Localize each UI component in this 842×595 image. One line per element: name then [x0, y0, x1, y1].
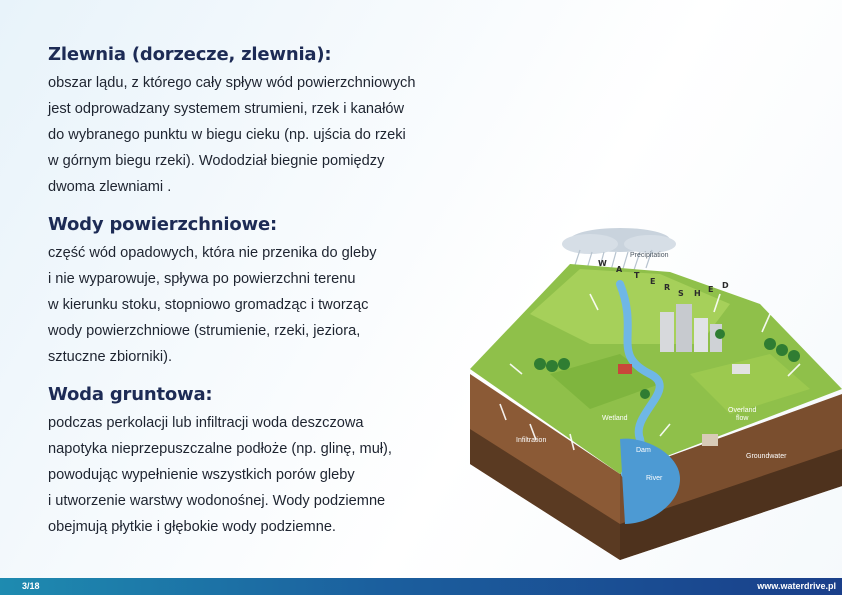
- footer-bar: [0, 578, 842, 595]
- watershed-illustration: [470, 224, 842, 560]
- page-number: 3/18: [22, 581, 40, 591]
- section-groundwater: [48, 384, 478, 540]
- body-line: w kierunku stoku, stopniowo gromadząc i tworząc: [48, 297, 369, 313]
- wetland-label: Wetland: [602, 415, 628, 422]
- watershed-letter: E: [708, 285, 714, 294]
- body-line: napotyka nieprzepuszczalne podłoże (np. glinę, muł),: [48, 441, 392, 457]
- watershed-letter: E: [650, 277, 656, 286]
- body-line: podczas perkolacji lub infiltracji woda deszczowa: [48, 415, 364, 431]
- watershed-letter: T: [634, 271, 640, 280]
- infiltration-label: Infiltration: [516, 437, 547, 444]
- body-line: i utworzenie warstwy wodonośnej. Wody podziemne: [48, 493, 386, 509]
- watershed-letter: H: [694, 289, 701, 298]
- watershed-letter: S: [678, 289, 684, 298]
- watershed-letter: R: [664, 283, 671, 292]
- body-line: w górnym biegu rzeki). Wododział biegnie pomiędzy: [48, 153, 385, 169]
- watershed-letter: D: [722, 281, 729, 290]
- section-heading: Wody powierzchniowe:: [48, 214, 277, 235]
- website-link[interactable]: www.waterdrive.pl: [757, 581, 836, 591]
- body-line: powodując wypełnienie wszystkich porów gleby: [48, 467, 355, 483]
- body-line: jest odprowadzany systemem strumieni, rzek i kanałów: [48, 101, 405, 117]
- body-line: dwoma zlewniami .: [48, 179, 172, 195]
- section-watershed: [48, 44, 478, 200]
- section-heading: Woda gruntowa:: [48, 384, 213, 405]
- body-line: i nie wyparowuje, spływa po powierzchni terenu: [48, 271, 356, 287]
- precipitation-label: Precipitation: [630, 252, 669, 259]
- river-label: River: [646, 475, 663, 482]
- watershed-letter: A: [616, 265, 623, 274]
- section-heading: Zlewnia (dorzecze, zlewnia):: [48, 44, 332, 65]
- body-line: obszar lądu, z którego cały spływ wód powierzchniowych: [48, 75, 416, 91]
- body-line: do wybranego punktu w biegu cieku (np. ujścia do rzeki: [48, 127, 406, 143]
- dam-label: Dam: [636, 447, 651, 454]
- overland-flow-label: flow: [736, 415, 749, 422]
- body-line: wody powierzchniowe (strumienie, rzeki, jeziora,: [48, 323, 361, 339]
- text-content: [48, 44, 478, 554]
- watershed-letter: W: [598, 259, 607, 268]
- overland-flow-label: Overland: [728, 407, 757, 414]
- groundwater-label: Groundwater: [746, 453, 787, 460]
- body-line: obejmują płytkie i głębokie wody podziemne.: [48, 519, 336, 535]
- body-line: sztuczne zbiorniki).: [48, 349, 173, 365]
- body-line: część wód opadowych, która nie przenika do gleby: [48, 245, 377, 261]
- section-surface-water: [48, 214, 478, 370]
